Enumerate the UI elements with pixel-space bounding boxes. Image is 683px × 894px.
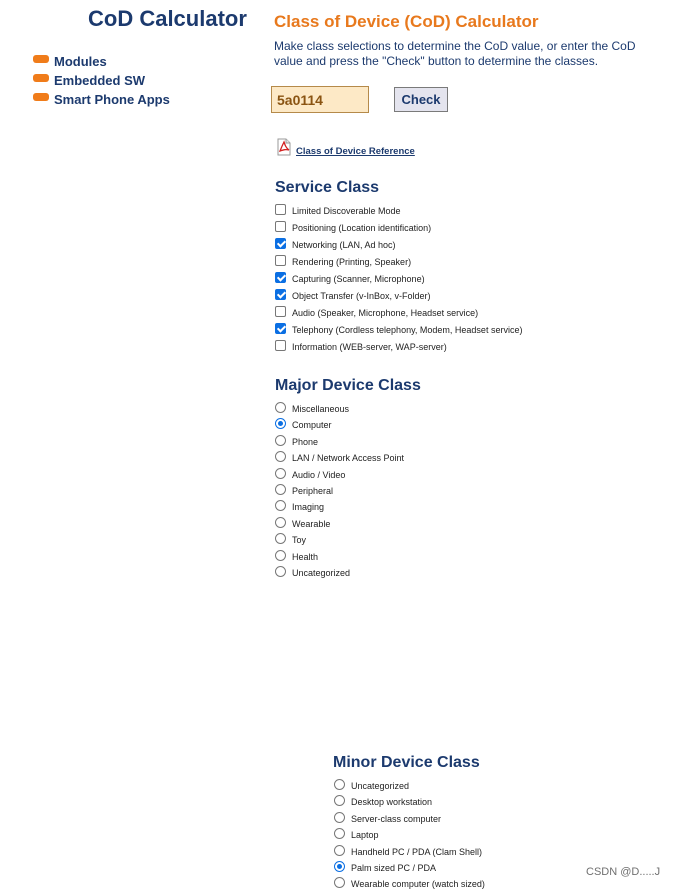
checkbox[interactable] [275, 221, 286, 232]
radio-row [275, 550, 404, 566]
option-label: Server-class computer [351, 813, 442, 824]
radio-row [275, 435, 404, 451]
radio-row [275, 517, 404, 533]
radio-row [334, 877, 485, 893]
sidebar-item-embedded-sw[interactable] [33, 73, 170, 92]
option-label: Wearable [292, 518, 331, 529]
service-class-heading: Service Class [275, 179, 380, 196]
sidebar-item-smart-phone-apps[interactable] [33, 92, 170, 111]
option-label: Information (WEB-server, WAP-server) [292, 342, 447, 352]
option-label: Computer [292, 420, 332, 431]
option-label: Desktop workstation [351, 797, 433, 808]
radio-button[interactable] [334, 812, 345, 823]
checkbox[interactable] [275, 238, 286, 249]
checkbox-row [275, 289, 522, 306]
sidebar-nav [33, 54, 170, 111]
radio-button[interactable] [275, 451, 286, 462]
minor-device-class-heading: Minor Device Class [333, 754, 480, 771]
pdf-icon [276, 138, 292, 156]
radio-row [334, 812, 485, 828]
checkbox[interactable] [275, 323, 286, 334]
option-label: Toy [292, 535, 307, 546]
option-label: Rendering (Printing, Speaker) [292, 257, 412, 267]
class-of-device-reference-link[interactable]: Class of Device Reference [296, 146, 415, 157]
option-label: Capturing (Scanner, Microphone) [292, 274, 425, 284]
radio-button[interactable] [275, 533, 286, 544]
radio-button[interactable] [334, 795, 345, 806]
checkbox-row [275, 221, 522, 238]
radio-button[interactable] [275, 468, 286, 479]
option-label: Laptop [351, 830, 379, 841]
option-label: Miscellaneous [292, 404, 350, 414]
option-label: Uncategorized [292, 567, 351, 578]
option-label: Handheld PC / PDA (Clam Shell) [351, 846, 483, 857]
checkbox-row [275, 204, 522, 221]
option-label: Audio (Speaker, Microphone, Headset service) [292, 308, 479, 318]
radio-button[interactable] [334, 828, 345, 839]
checkbox[interactable] [275, 272, 286, 283]
orange-bullet-icon [33, 55, 49, 63]
option-label: Health [292, 551, 319, 562]
radio-row [334, 845, 485, 861]
radio-button[interactable] [275, 418, 286, 429]
radio-row [275, 418, 404, 434]
page-title: Class of Device (CoD) Calculator [274, 12, 539, 31]
radio-button[interactable] [334, 779, 345, 790]
option-label: Uncategorized [351, 781, 410, 791]
option-label: Phone [292, 436, 319, 447]
checkbox[interactable] [275, 340, 286, 351]
radio-button[interactable] [275, 500, 286, 511]
sidebar-item-label: Modules [54, 54, 107, 69]
option-label: Wearable computer (watch sized) [351, 879, 485, 890]
radio-row [275, 484, 404, 500]
minor-device-class-list [334, 779, 485, 894]
checkbox-row [275, 323, 522, 340]
checkbox-row [275, 238, 522, 255]
sidebar-item-label: Embedded SW [54, 73, 146, 88]
checkbox-row [275, 340, 522, 357]
option-label: Peripheral [292, 485, 334, 496]
radio-row [275, 533, 404, 549]
watermark: CSDN @D.....J [586, 866, 661, 878]
option-label: Telephony (Cordless telephony, Modem, Headset service) [292, 325, 523, 335]
radio-row [275, 500, 404, 516]
intro-text: Make class selections to determine the CoD value, or enter the CoD value and press the "Check" button to determine the classes. [274, 39, 636, 68]
radio-button[interactable] [275, 566, 286, 577]
radio-button[interactable] [275, 484, 286, 495]
option-label: Imaging [292, 502, 325, 513]
sidebar-item-label: Smart Phone Apps [54, 92, 170, 107]
option-label: Positioning (Location identification) [292, 223, 432, 233]
radio-button[interactable] [334, 861, 345, 872]
option-label: LAN / Network Access Point [292, 453, 405, 464]
major-device-class-heading: Major Device Class [275, 377, 421, 394]
check-button[interactable]: Check [394, 87, 448, 112]
checkbox[interactable] [275, 255, 286, 266]
checkbox[interactable] [275, 289, 286, 300]
radio-button[interactable] [334, 845, 345, 856]
radio-button[interactable] [275, 550, 286, 561]
checkbox-row [275, 255, 522, 272]
orange-bullet-icon [33, 93, 49, 101]
option-label: Palm sized PC / PDA [351, 862, 437, 873]
radio-button[interactable] [275, 402, 286, 413]
radio-button[interactable] [334, 877, 345, 888]
radio-row [334, 861, 485, 877]
radio-row [334, 795, 485, 811]
service-class-list [275, 204, 522, 357]
major-device-class-list [275, 402, 404, 582]
radio-row [275, 402, 404, 418]
radio-row [334, 828, 485, 844]
checkbox-row [275, 272, 522, 289]
radio-row [334, 779, 485, 795]
cod-value-input[interactable] [271, 86, 369, 113]
option-label: Audio / Video [292, 469, 346, 480]
option-label: Object Transfer (v-InBox, v-Folder) [292, 291, 431, 301]
orange-bullet-icon [33, 74, 49, 82]
option-label: Limited Discoverable Mode [292, 206, 401, 216]
radio-button[interactable] [275, 435, 286, 446]
checkbox-row [275, 306, 522, 323]
radio-row [275, 566, 404, 582]
radio-button[interactable] [275, 517, 286, 528]
radio-row [275, 468, 404, 484]
checkbox[interactable] [275, 306, 286, 317]
checkbox[interactable] [275, 204, 286, 215]
radio-row [275, 451, 404, 467]
sidebar-title: CoD Calculator [88, 6, 247, 31]
option-label: Networking (LAN, Ad hoc) [292, 240, 396, 250]
sidebar-item-modules[interactable] [33, 54, 170, 73]
